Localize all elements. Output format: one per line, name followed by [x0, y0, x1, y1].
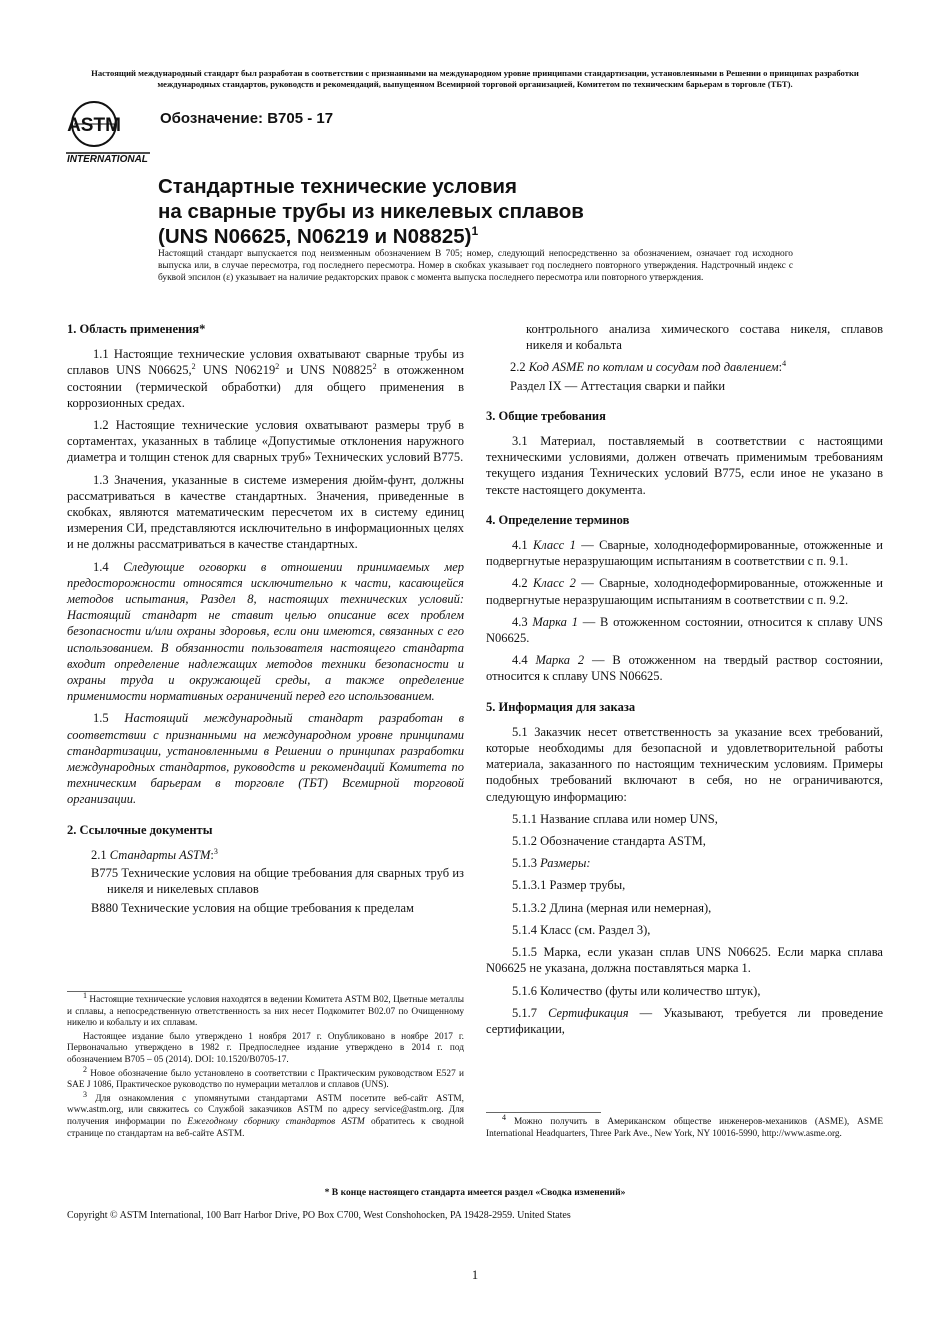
footnote-3-text-c: обратитесь к сводной странице по стандартам на веб-сайте ASTM. — [67, 1116, 464, 1139]
copyright: Copyright © ASTM International, 100 Barr Harbor Drive, PO Box C700, West Conshohocken, PA 19428-2959. United States — [67, 1210, 571, 1221]
footnote-3-text-a: Для ознакомления с упомянутыми стандартами ASTM посетите веб-сайт ASTM, www.astm.org, или свяжитесь со Службой заказчиков ASTM по адресу service@astm.org. Для получения информации по — [67, 1093, 464, 1127]
para-1-4-num: 1.4 — [93, 559, 124, 574]
footnote-4-text: Можно получить в Американском обществе инженеров-механиков (ASME), ASME International Headquarters, Three Park Ave., New York, NY 10016-5990, http://www.asme.org. — [486, 1117, 883, 1139]
para-1-1-c: и UNS N08825 — [279, 363, 373, 378]
para-1-1-b: UNS N06219 — [195, 363, 276, 378]
para-4-1 — [486, 537, 883, 569]
footnote-2 — [67, 1064, 464, 1092]
section-4-title: 4. Определение терминов — [486, 512, 630, 527]
para-4-1-text: — Сварные, холоднодеформированные, отожженные и подвергнутые неразрушающим испытаниям в соответствии с п. 9.1. — [486, 538, 883, 569]
para-5-1-7-text: — Указывают, требуется ли проведение сертификации, — [486, 1005, 884, 1036]
para-5-1-7 — [486, 1005, 883, 1037]
para-2-2-text: Код ASME по котлам и сосудам под давлением — [528, 360, 779, 375]
para-4-2 — [486, 575, 883, 607]
para-3-1: 3.1 Материал, поставляемый в соответствии с настоящими техническими условиями, должен отвечать применимым требованиям текущего издания Технических условий B775, если иное не указано в тексте настоящего документа. — [486, 434, 883, 497]
footnote-4 — [486, 1112, 883, 1140]
para-1-3: 1.3 Значения, указанные в системе измерения дюйм-фунт, должны рассматриваться в качестве стандартных. Значения, приведенные в скобках, являются математическим пересчетом их в систему единиц измерения СИ, представляются исключительно в информационных целях и не должны рассматриваться в качестве стандартных. — [67, 472, 464, 552]
svg-text:INTERNATIONAL: INTERNATIONAL — [67, 154, 148, 165]
para-4-4-term: Марка 2 — [535, 653, 585, 668]
section-1-title: 1. Область применения* — [67, 322, 206, 336]
para-4-4-num: 4.4 — [512, 653, 536, 668]
footnote-1b: Настоящее издание было утверждено 1 ноября 2017 г. Опубликовано в ноябре 2017 г. Первоначально утверждено в 1982 г. Предпоследнее издание утверждено в 2014 г. под обозначением B705 – 05 (2014). DOI: 10.1520/B0705-17. — [67, 1031, 464, 1065]
para-2-1-num: 2.1 — [91, 847, 110, 862]
footnote-3 — [67, 1089, 464, 1140]
para-4-2-term: Класс 2 — [532, 576, 576, 591]
para-5-1-1: 5.1.1 Название сплава или номер UNS, — [512, 811, 718, 826]
para-4-2-num: 4.2 — [512, 576, 533, 591]
section-3-title: 3. Общие требования — [486, 408, 606, 423]
top-note: Настоящий международный стандарт был разработан в соответствии с признанными на международном уровне принципами стандартизации, установленными в Решении о принципах разработки международных стандартов, руководств и рекомендаций, выпущенном Всемирной торговой организацией, Комитетом по техническим барьерам в торговле (ТБТ). — [91, 68, 859, 89]
abstract: Настоящий стандарт выпускается под неизменным обозначением B 705; номер, следующий непосредственно за обозначением, означает год исходного выпуска или, в случае пересмотра, год последнего пересмотра. Номер в скобках указывает год последнего повторного утверждения. Надстрочный индекс с буквой эпсилон (ε) указывает на наличие редакторских правок с момента выпуска последнего пересмотра или повторного утверждения. — [158, 249, 793, 283]
para-2-2-num: 2.2 — [510, 360, 529, 375]
right-column — [486, 321, 883, 1043]
para-4-4-text: — В отожженном на твердый раствор состоянии, относится к сплаву UNS N06625. — [486, 653, 884, 684]
para-4-2-text: — Сварные, холоднодеформированные, отожженные и подвергнутые неразрушающим испытаниям в соответствии с п. 9.2. — [486, 576, 883, 607]
astm-logo-icon — [66, 100, 152, 166]
para-4-3-term: Марка 1 — [532, 614, 578, 629]
ref-asme-ix: Раздел IX — Аттестация сварки и пайки — [510, 378, 726, 393]
para-2-2: 2.2 Код ASME по котлам и сосудам под давлением:$^4$ — [510, 359, 787, 375]
para-4-1-term: Класс 1 — [532, 538, 576, 553]
title-line-3 — [158, 224, 808, 249]
para-4-4 — [486, 652, 883, 684]
footnote-1 — [67, 990, 464, 1030]
fn-ref-2c: 2 — [372, 362, 377, 372]
para-5-1-7-term: Сертификация — [548, 1005, 629, 1020]
fn-ref-2b: 2 — [275, 362, 280, 372]
ref-b880-cont: контрольного анализа химического состава никеля, сплавов никеля и кобальта — [526, 322, 883, 353]
para-5-1-3 — [486, 855, 883, 871]
left-column — [67, 321, 464, 918]
para-1-4-text: Следующие оговорки в отношении принимаемых мер предосторожности относятся исключительно к части, касающейся методов испытания, Раздел 8, настоящих технических условий: Настоящий стандарт не ставит целью описание всех проблем безопасности и/или охраны здоровья, если они имеются, связанных с его использованием. В обязанности пользователя настоящего стандарта входит определение надлежащих методов техники безопасности и охраны труда и окружающей среды, а также определение применимости нормативных ограничений перед его использованием. — [67, 559, 465, 704]
ref-b775: B775 Технические условия на общие требования для сварных труб из никеля и никелевых сплавов — [91, 866, 464, 897]
para-5-1-6: 5.1.6 Количество (футы или количество штук), — [512, 983, 761, 998]
para-5-1-4: 5.1.4 Класс (см. Раздел 3), — [512, 922, 651, 937]
section-2-title: 2. Ссылочные документы — [67, 822, 213, 837]
section-5-title: 5. Информация для заказа — [486, 699, 636, 714]
para-1-2: 1.2 Настоящие технические условия охватывают размеры труб в сортаментах, указанных в таблице «Допустимые отклонения наружного диаметра и толщин стенок для сварных труб» Технических условий B775. — [67, 418, 464, 465]
para-5-1-3-text: Размеры: — [540, 856, 591, 871]
ref-b880: B880 Технические условия на общие требования к пределам — [91, 900, 414, 915]
para-4-3 — [486, 614, 883, 646]
para-1-1-a: 1.1 Настоящие технические условия охватывают сварные трубы из сплавов UNS N06625, — [67, 347, 464, 378]
para-4-1-num: 4.1 — [512, 538, 533, 553]
footnote-4-mark: 4 — [502, 1112, 506, 1122]
svg-text:ASTM: ASTM — [67, 115, 121, 136]
summary-note: * В конце настоящего стандарта имеется раздел «Сводка изменений» — [324, 1187, 626, 1198]
fn-ref-2: 2 — [191, 362, 196, 372]
footnote-3-text-b: Ежегодному сборнику стандартов ASTM — [187, 1116, 365, 1127]
para-5-1: 5.1 Заказчик несет ответственность за указание всех требований, которые необходимы для безопасной и удовлетворительной работы материала, заказанного по настоящим техническим условиям. Примеры подобных требований включают в себя, но не ограничиваются, следующую информацию: — [486, 724, 883, 804]
page-number: 1 — [471, 1268, 479, 1282]
para-1-1 — [67, 346, 464, 411]
para-5-1-7-num: 5.1.7 — [512, 1005, 549, 1020]
footnote-2-mark: 2 — [83, 1064, 87, 1074]
footnote-2-text: Новое обозначение было установлено в соответствии с Практическим руководством E527 и SAE J 1086, Практическое руководство по нумерации металлов и сплавов (UNS). — [67, 1068, 464, 1091]
designation: Обозначение: B705 - 17 — [160, 110, 334, 127]
para-2-1: 2.1 Стандарты ASTM:$^3$ — [91, 846, 218, 862]
footnote-1-mark: 1 — [83, 990, 87, 1000]
page-title — [158, 174, 808, 249]
footnote-1-text: Настоящие технические условия находятся в ведении Комитета ASTM B02, Цветные металлы и сплавы, а непосредственную ответственность за них несет Подкомитет B02.07 по Очищенному никелю и кобальту и их сплавам. — [67, 995, 464, 1029]
footnote-3-mark: 3 — [83, 1089, 87, 1099]
title-footnote-ref: 1 — [471, 224, 479, 239]
para-5-1-2: 5.1.2 Обозначение стандарта ASTM, — [512, 834, 706, 849]
footnotes-right — [486, 1112, 883, 1142]
para-1-5 — [67, 710, 464, 807]
para-5-1-3-1: 5.1.3.1 Размер трубы, — [512, 878, 626, 893]
para-5-1-5: 5.1.5 Марка, если указан сплав UNS N06625. Если марка сплава N06625 не указана, должна поставляться марка 1. — [486, 945, 883, 976]
para-5-1-3-2: 5.1.3.2 Длина (мерная или немерная), — [512, 900, 712, 915]
para-1-5-num: 1.5 — [93, 711, 125, 726]
fn-ref-4: 4 — [782, 359, 787, 369]
title-line-1: Стандартные технические условия — [158, 175, 518, 198]
para-1-1-d: в отожженном состоянии (термической обработки) для общего применения в коррозионных средах. — [67, 363, 464, 410]
title-line-3-text: (UNS N06625, N06219 и N08825) — [158, 225, 472, 248]
footnotes-left — [67, 990, 464, 1142]
para-5-1-3-num: 5.1.3 — [512, 856, 541, 871]
fn-ref-3: 3 — [213, 846, 218, 856]
para-1-4 — [67, 559, 464, 705]
para-4-3-num: 4.3 — [512, 614, 533, 629]
para-1-5-text: Настоящий международный стандарт разработан в соответствии с признанными на международном уровне принципами стандартизации, установленными в Решении о принципах разработки международных стандартов, руководств и рекомендаций Комитета по техническим барьерам в торговле (ТБТ) Всемирной торговой организации. — [67, 711, 465, 807]
astm-logo — [66, 100, 152, 166]
para-2-1-text: Стандарты ASTM — [109, 847, 211, 862]
para-4-3-text: — В отожженном состоянии, относится к сплаву UNS N06625. — [486, 614, 883, 646]
title-line-2: на сварные трубы из никелевых сплавов — [158, 200, 584, 223]
